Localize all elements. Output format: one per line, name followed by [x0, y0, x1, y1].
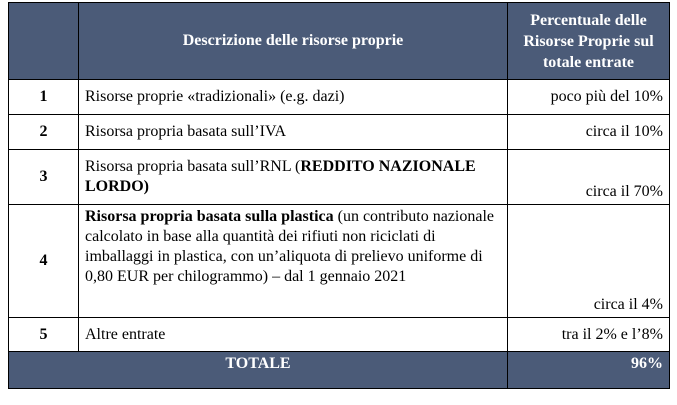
- own-resources-table: [8, 2, 670, 389]
- row-percentage: poco più del 10%: [508, 80, 670, 115]
- row-number: 2: [9, 115, 79, 150]
- header-number: [9, 3, 79, 80]
- row-percentage: tra il 2% e l’8%: [508, 318, 670, 352]
- row-description-plain: Risorsa propria basata sull’RNL (: [85, 158, 301, 175]
- row-percentage: circa il 70%: [508, 150, 670, 205]
- table-row: [9, 115, 670, 150]
- table-row: [9, 80, 670, 115]
- row-description-bold: REDDITO NAZIONALE LORDO): [85, 158, 476, 195]
- row-description: Risorsa propria basata sull’IVA: [79, 115, 508, 150]
- table-header-row: [9, 3, 670, 80]
- total-label: TOTALE: [9, 352, 508, 389]
- total-percentage: 96%: [508, 352, 670, 389]
- header-description: Descrizione delle risorse proprie: [79, 3, 508, 80]
- row-description: [79, 150, 508, 205]
- row-description: [79, 205, 508, 318]
- table-row: [9, 150, 670, 205]
- row-percentage: circa il 10%: [508, 115, 670, 150]
- row-number: 3: [9, 150, 79, 205]
- header-percentage: Percentuale delle Risorse Proprie sul totale entrate: [508, 3, 670, 80]
- row-number: 1: [9, 80, 79, 115]
- total-row: [9, 352, 670, 389]
- row-description-plain: (un contributo nazionale calcolato in base alla quantità dei rifiuti non riciclati di imballaggi in plastica, con un’aliquota di prelievo uniforme di 0,80 EUR per chilogrammo) – dal 1 gennaio 2021: [85, 208, 495, 285]
- row-description: Altre entrate: [79, 318, 508, 352]
- table-row: [9, 318, 670, 352]
- table-row: [9, 205, 670, 318]
- row-number: 4: [9, 205, 79, 318]
- row-percentage: circa il 4%: [508, 205, 670, 318]
- row-description: Risorse proprie «tradizionali» (e.g. dazi): [79, 80, 508, 115]
- row-number: 5: [9, 318, 79, 352]
- row-description-bold: Risorsa propria basata sulla plastica: [85, 208, 334, 225]
